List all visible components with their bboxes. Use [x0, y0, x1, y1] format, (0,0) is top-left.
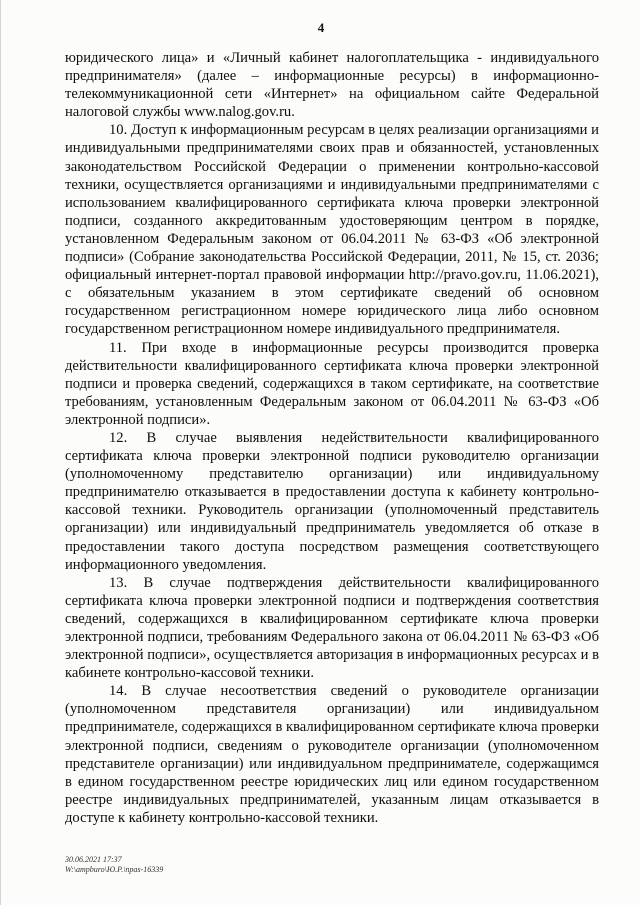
- paragraph-13: 13. В случае подтверждения действительности квалифицированного сертификата ключа проверки электронной подписи и подтверждения соответствия сведений, содержащихся в квалифицированном сертификате ключа проверки электронной подписи, требованиям Федерального закона от 06.04.2011 № 63-ФЗ «Об электронной подписи», осуществляется авторизация в информационных ресурсах и в кабинете контрольно-кассовой техники.: [65, 574, 599, 682]
- document-body: [65, 49, 599, 827]
- document-footer: [65, 855, 163, 875]
- footer-file-path: W:\ampburo\Ю.Р.\npas-16339: [65, 865, 164, 874]
- footer-date: 30.06.2021 17:37: [65, 855, 122, 864]
- paragraph-10: 10. Доступ к информационным ресурсам в целях реализации организациями и индивидуальными предпринимателями своих прав и обязанностей, установленных законодательством Российской Федерации о применении контрольно-кассовой техники, осуществляется организациями и индивидуальными предпринимателями с использованием квалифицированного сертификата ключа проверки электронной подписи, созданного аккредитованным удостоверяющим центром в порядке, установленном Федеральным законом от 06.04.2011 № 63-ФЗ «Об электронной подписи» (Собрание законодательства Российской Федерации, 2011, № 15, ст. 2036; официальный интернет-портал правовой информации http://pravo.gov.ru, 11.06.2021), с обязательным указанием в этом сертификате сведений об основном государственном регистрационном номере юридического лица либо основном государственном регистрационном номере индивидуального предпринимателя.: [65, 122, 599, 338]
- paragraph-11: 11. При входе в информационные ресурсы производится проверка действительности квалифицированного сертификата ключа проверки электронной подписи и проверка сведений, содержащихся в таком сертификате, на соответствие требованиям, установленным Федеральным законом от 06.04.2011 № 63-ФЗ «Об электронной подписи».: [65, 339, 599, 428]
- page-number: 4: [317, 20, 325, 35]
- paragraph-12: 12. В случае выявления недействительности квалифицированного сертификата ключа проверки электронной подписи руководителю организации (уполномоченному представителю организации) или индивидуальному предпринимателю отказывается в предоставлении доступа к кабинету контрольно-кассовой техники. Руководитель организации (уполномоченный представитель организации) или индивидуальный предприниматель уведомляется об отказе в предоставлении такого доступа посредством размещения соответствующего информационного уведомления.: [65, 429, 599, 573]
- paragraph-continuation: юридического лица» и «Личный кабинет налогоплательщика - индивидуального предпринимателя» (далее – информационные ресурсы) в информационно-телекоммуникационной сети «Интернет» на официальном сайте Федеральной налоговой службы www.nalog.gov.ru.: [65, 50, 599, 121]
- paragraph-14: 14. В случае несоответствия сведений о руководителе организации (уполномоченном представителя организации) или индивидуальном предпринимателе, содержащихся в квалифицированном сертификате ключа проверки электронной подписи, сведениям о руководителе организации (уполномоченном представителе организации) или индивидуальном предпринимателе, содержащимся в едином государственном реестре юридических лиц или едином государственном реестре индивидуальных предпринимателей, указанным лицам отказывается в доступе к кабинету контрольно-кассовой техники.: [65, 683, 599, 826]
